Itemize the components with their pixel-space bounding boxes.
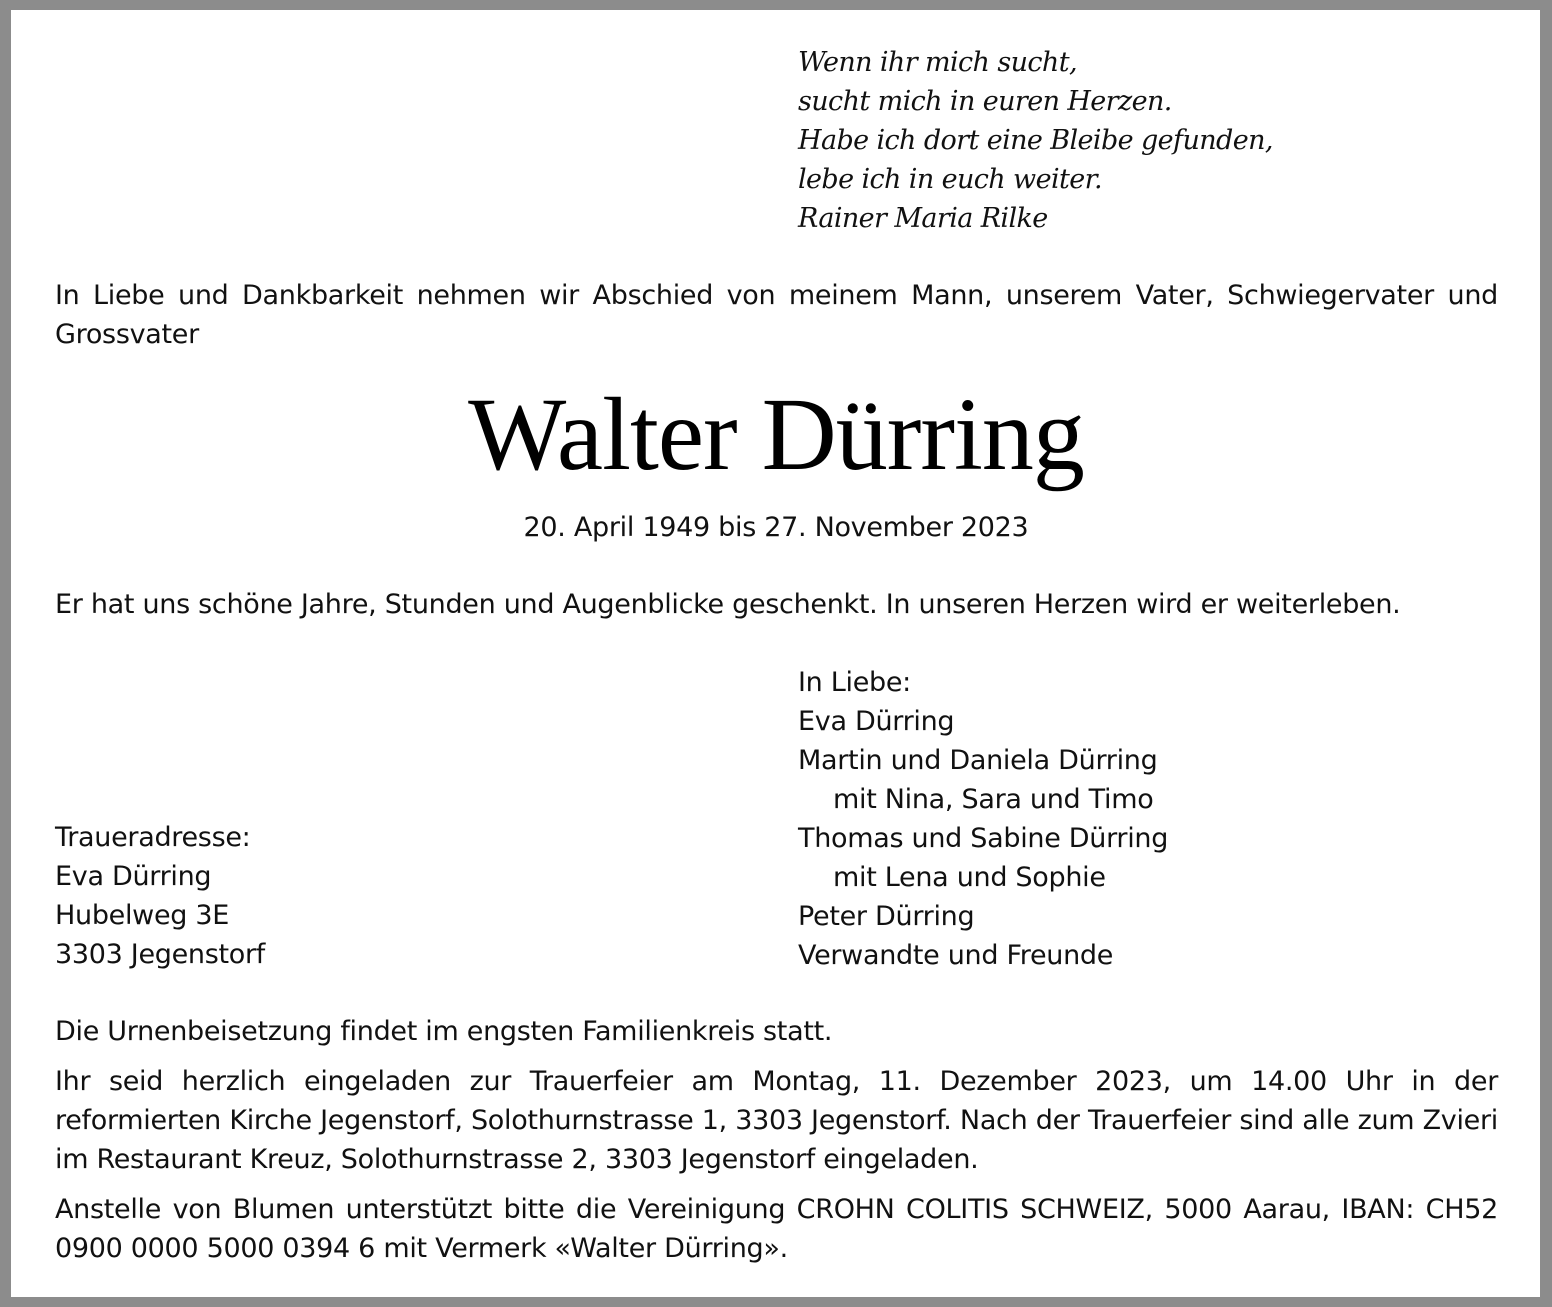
family-line: Martin und Daniela Dürring (798, 745, 1158, 776)
family-list (798, 663, 1498, 975)
address-heading: Traueradresse: (55, 822, 251, 853)
family-heading: In Liebe: (798, 667, 911, 698)
poem-author: Rainer Maria Rilke (798, 203, 1048, 234)
poem-line: Wenn ihr mich sucht, (798, 47, 1077, 78)
address-line: Eva Dürring (55, 861, 212, 892)
family-line: Eva Dürring (798, 706, 955, 737)
address-line: 3303 Jegenstorf (55, 939, 266, 970)
family-line: mit Nina, Sara und Timo (833, 784, 1154, 815)
memory-text: Er hat uns schöne Jahre, Stunden und Augenblicke geschenkt. In unseren Herzen wird er weiterleben. (55, 589, 1401, 620)
family-line: Peter Dürring (798, 901, 975, 932)
poem (798, 43, 1498, 238)
donation-paragraph: Anstelle von Blumen unterstützt bitte die Vereinigung CROHN COLITIS SCHWEIZ, 5000 Aarau, IBAN: CH52 0900 0000 5000 0394 6 mit Vermerk «Walter Dürring». (55, 1194, 1498, 1264)
mourning-address (55, 818, 655, 974)
family-line: Verwandte und Freunde (798, 940, 1114, 971)
address-line: Hubelweg 3E (55, 900, 230, 931)
intro-text: In Liebe und Dankbarkeit nehmen wir Abschied von meinem Mann, unserem Vater, Schwiegervater und Grossvater (55, 280, 1498, 350)
family-line: mit Lena und Sophie (833, 862, 1106, 893)
life-dates: 20. April 1949 bis 27. November 2023 (523, 512, 1029, 543)
deceased-name: Walter Dürring (468, 377, 1084, 492)
ceremony-paragraph: Ihr seid herzlich eingeladen zur Trauerfeier am Montag, 11. Dezember 2023, um 14.00 Uhr in der reformierten Kirche Jegenstorf, Solothurnstrasse 1, 3303 Jegenstorf. Nach der Trauerfeier sind alle zum Zvieri im Restaurant Kreuz, Solothurnstrasse 2, 3303 Jegenstorf eingeladen. (55, 1066, 1498, 1175)
poem-line: lebe ich in euch weiter. (798, 164, 1102, 195)
poem-line: sucht mich in euren Herzen. (798, 86, 1172, 117)
family-line: Thomas und Sabine Dürring (798, 823, 1169, 854)
burial-paragraph: Die Urnenbeisetzung findet im engsten Familienkreis statt. (55, 1016, 833, 1047)
poem-line: Habe ich dort eine Bleibe gefunden, (798, 125, 1273, 156)
